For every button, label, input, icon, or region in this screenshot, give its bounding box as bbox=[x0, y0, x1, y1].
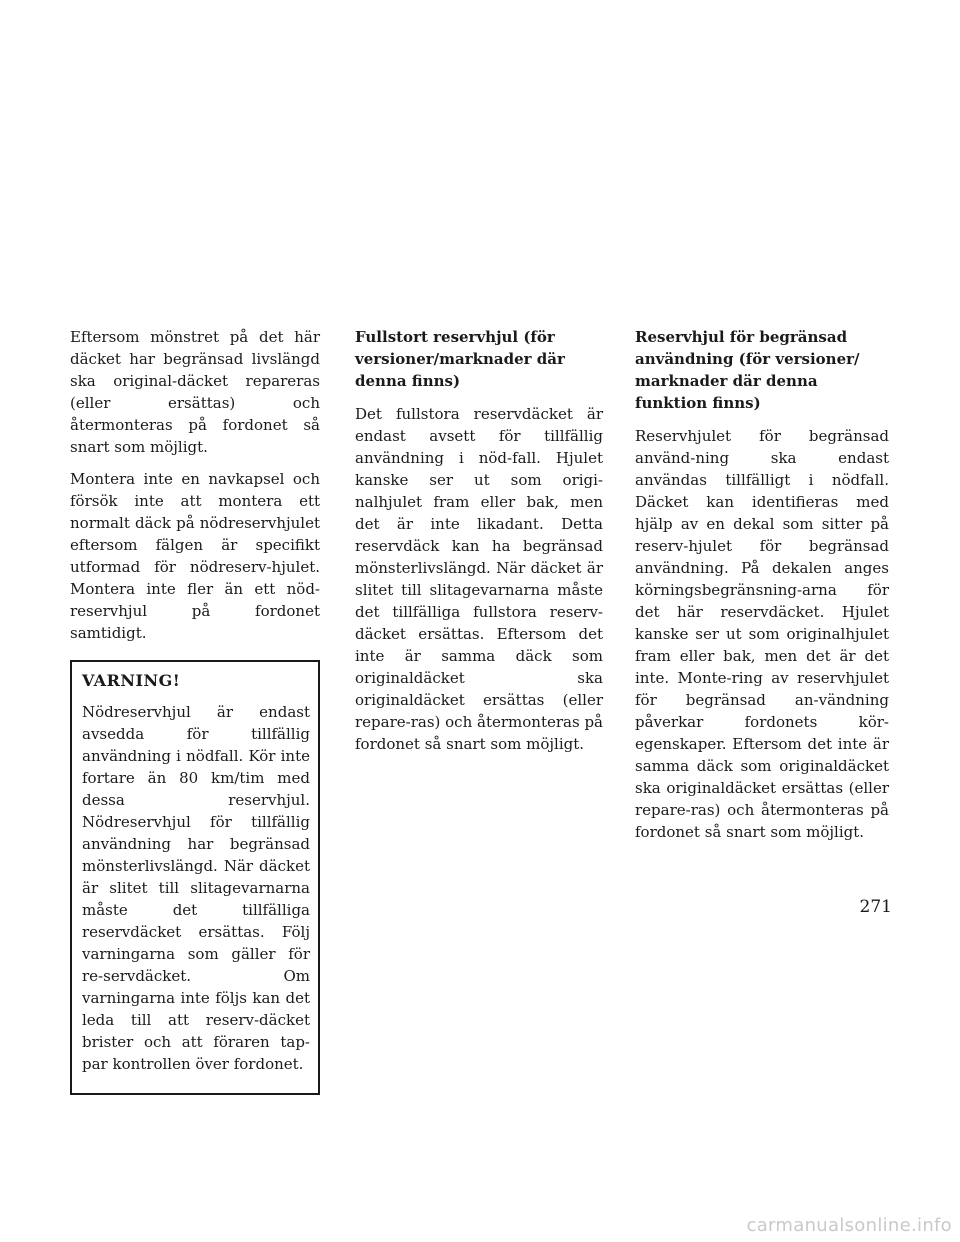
section-heading-full-size-spare: Fullstort reservhjul (för versioner/marknader där denna finns) bbox=[355, 328, 565, 390]
body-paragraph: Montera inte en navkapsel och försök inte att montera ett normalt däck på nödreservhjulet eftersom fälgen är specifikt utformad för nödreserv-hjulet. Montera inte fler än ett nöd-reservhjul på fordonet samtidigt. bbox=[70, 470, 320, 642]
body-paragraph: Eftersom mönstret på det här däcket har begränsad livslängd ska original-däcket repareras (eller ersättas) och återmonteras på fordonet så snart som möjligt. bbox=[70, 328, 320, 456]
section-heading-limited-use-spare: Reservhjul för begränsad användning (för versioner/ marknader där denna funktion finns) bbox=[635, 328, 860, 412]
watermark-text: carmanualsonline.info bbox=[746, 1215, 952, 1236]
column-right bbox=[635, 326, 889, 853]
body-paragraph: Det fullstora reservdäcket är endast avsett för tillfällig användning i nöd-fall. Hjulet kanske ser ut som origi-nalhjulet fram eller bak, men det är inte likadant. Detta reservdäck kan ha begränsad mönsterlivslängd. När däcket är slitet till slitagevarnarna måste det tillfälliga fullstora reserv-däcket ersättas. Eftersom det inte är samma däck som originaldäcket ska originaldäcket ersättas (eller repare-ras) och återmonteras på fordonet så snart som möjligt. bbox=[355, 405, 603, 753]
column-middle bbox=[355, 326, 603, 765]
column-left bbox=[70, 326, 320, 1095]
page-number: 271 bbox=[859, 897, 892, 917]
warning-box bbox=[70, 660, 320, 1095]
warning-title: VARNING! bbox=[82, 671, 181, 690]
warning-text: Nödreservhjul är endast avsedda för tillfällig användning i nödfall. Kör inte fortare än 80 km/tim med dessa reservhjul. Nödreservhjul för tillfällig användning har begränsad mönsterlivslängd. När däcket är slitet till slitagevarnarna måste det tillfälliga reservdäcket ersättas. Följ varningarna som gäller för re-servdäcket. Om varningarna inte följs kan det leda till att reserv-däcket brister och att föraren tap-par kontrollen över fordonet. bbox=[82, 703, 310, 1073]
body-paragraph: Reservhjulet för begränsad använd-ning ska endast användas tillfälligt i nödfall. Däcket kan identifieras med hjälp av en dekal som sitter på reserv-hjulet för begränsad användning. På dekalen anges körningsbegränsning-arna för det här reservdäcket. Hjulet kanske ser ut som originalhjulet fram eller bak, men det är det inte. Monte-ring av reservhjulet för begränsad an-vändning påverkar fordonets kör-egenskaper. Eftersom det inte är samma däck som originaldäcket ska originaldäcket ersättas (eller repare-ras) och återmonteras på fordonet så snart som möjligt. bbox=[635, 427, 889, 841]
